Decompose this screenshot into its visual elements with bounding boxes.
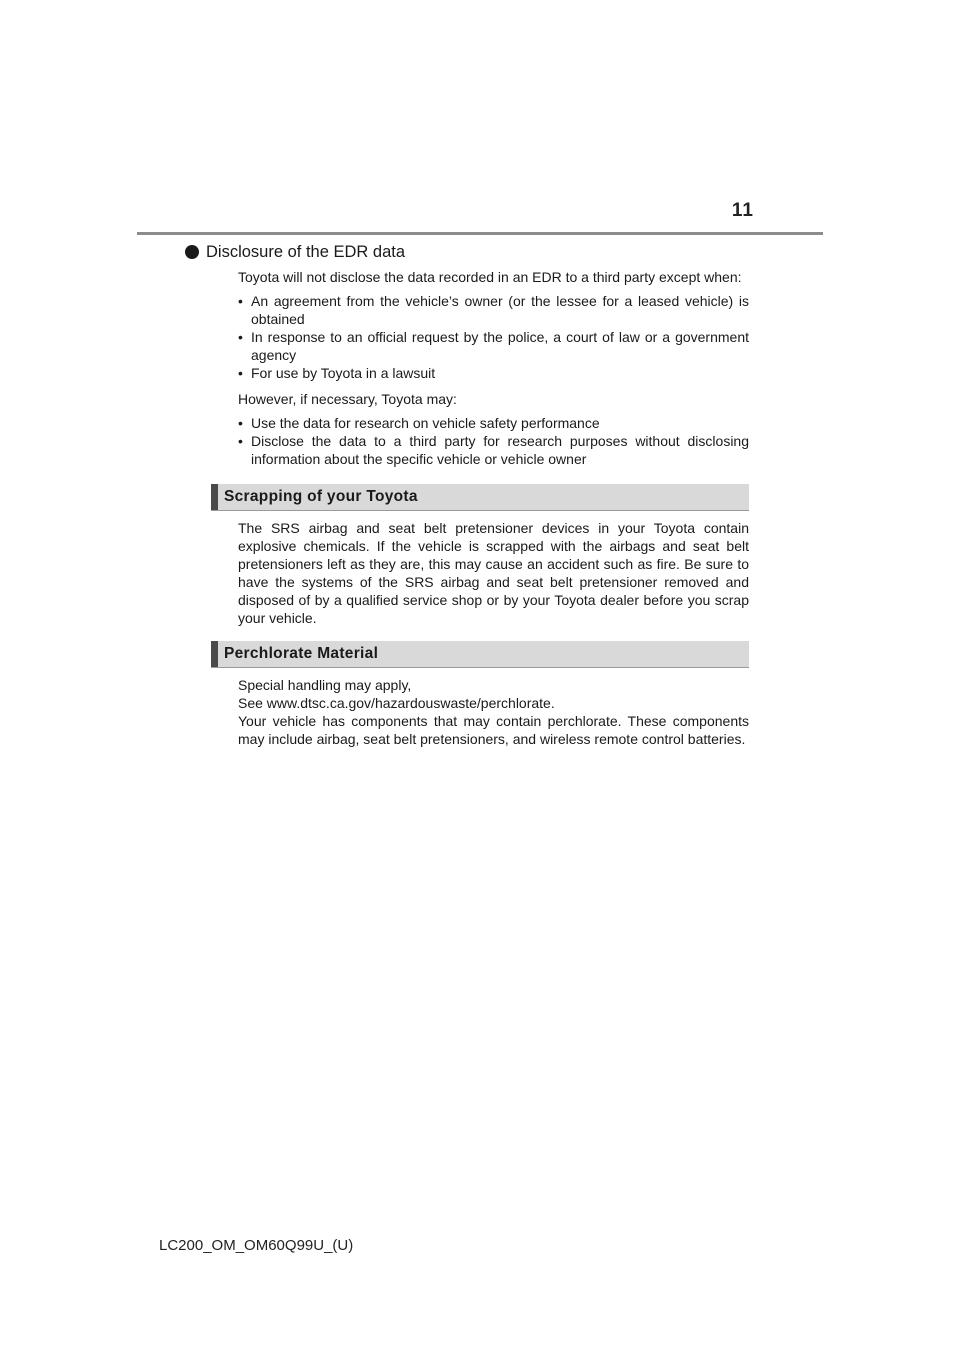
perchlorate-section-title: Perchlorate Material (224, 645, 379, 662)
filled-circle-bullet-icon (185, 245, 199, 259)
edr-permissions-list (238, 414, 749, 468)
dot-bullet-icon: • (238, 365, 243, 381)
section-accent-bar (211, 641, 218, 667)
scrapping-section-body: The SRS airbag and seat belt pretensioner devices in your Toyota contain explosive chemicals. If the vehicle is scrapped with the airbags and seat belt pretensioners left as they are, this may cause an accident such as fire. Be sure to have the systems of the SRS airbag and seat belt pretensioner removed and disposed of by a qualified service shop or by your Toyota dealer before you scrap your vehicle. (238, 520, 749, 626)
section-accent-bar (211, 484, 218, 510)
page-number: 11 (731, 200, 754, 221)
scrapping-section-header (211, 484, 749, 511)
list-item: • Use the data for research on vehicle safety performance (238, 415, 600, 431)
scrapping-section-title: Scrapping of your Toyota (224, 488, 418, 505)
list-item: • Disclose the data to a third party for research purposes without disclosing information about the specific vehicle or vehicle owner (238, 433, 749, 467)
edr-however: However, if necessary, Toyota may: (238, 391, 457, 407)
document-code: LC200_OM_OM60Q99U_(U) (159, 1237, 354, 1254)
edr-disclosure-heading (185, 240, 749, 264)
list-item: • An agreement from the vehicle’s owner (or the lessee for a leased vehicle) is obtained (238, 293, 749, 327)
list-item: • In response to an official request by the police, a court of law or a government agency (238, 329, 749, 363)
perchlorate-section-header (211, 641, 749, 668)
perchlorate-line-1: Special handling may apply, (238, 677, 412, 693)
edr-intro: Toyota will not disclose the data recorded in an EDR to a third party except when: (238, 269, 742, 285)
list-item: • For use by Toyota in a lawsuit (238, 365, 436, 381)
dot-bullet-icon: • (238, 415, 243, 431)
perchlorate-body: Your vehicle has components that may contain perchlorate. These components may include airbag, seat belt pretensioners, and wireless remote control batteries. (238, 713, 749, 747)
dot-bullet-icon: • (238, 293, 243, 309)
header-rule (137, 232, 823, 235)
edr-disclosure-body (238, 268, 749, 468)
perchlorate-line-2: See www.dtsc.ca.gov/hazardouswaste/perchlorate. (238, 695, 555, 711)
dot-bullet-icon: • (238, 329, 243, 345)
dot-bullet-icon: • (238, 433, 243, 449)
edr-disclosure-heading-text: Disclosure of the EDR data (206, 242, 406, 261)
perchlorate-section-body (238, 676, 749, 748)
page-content (206, 240, 749, 748)
edr-conditions-list (238, 292, 749, 382)
